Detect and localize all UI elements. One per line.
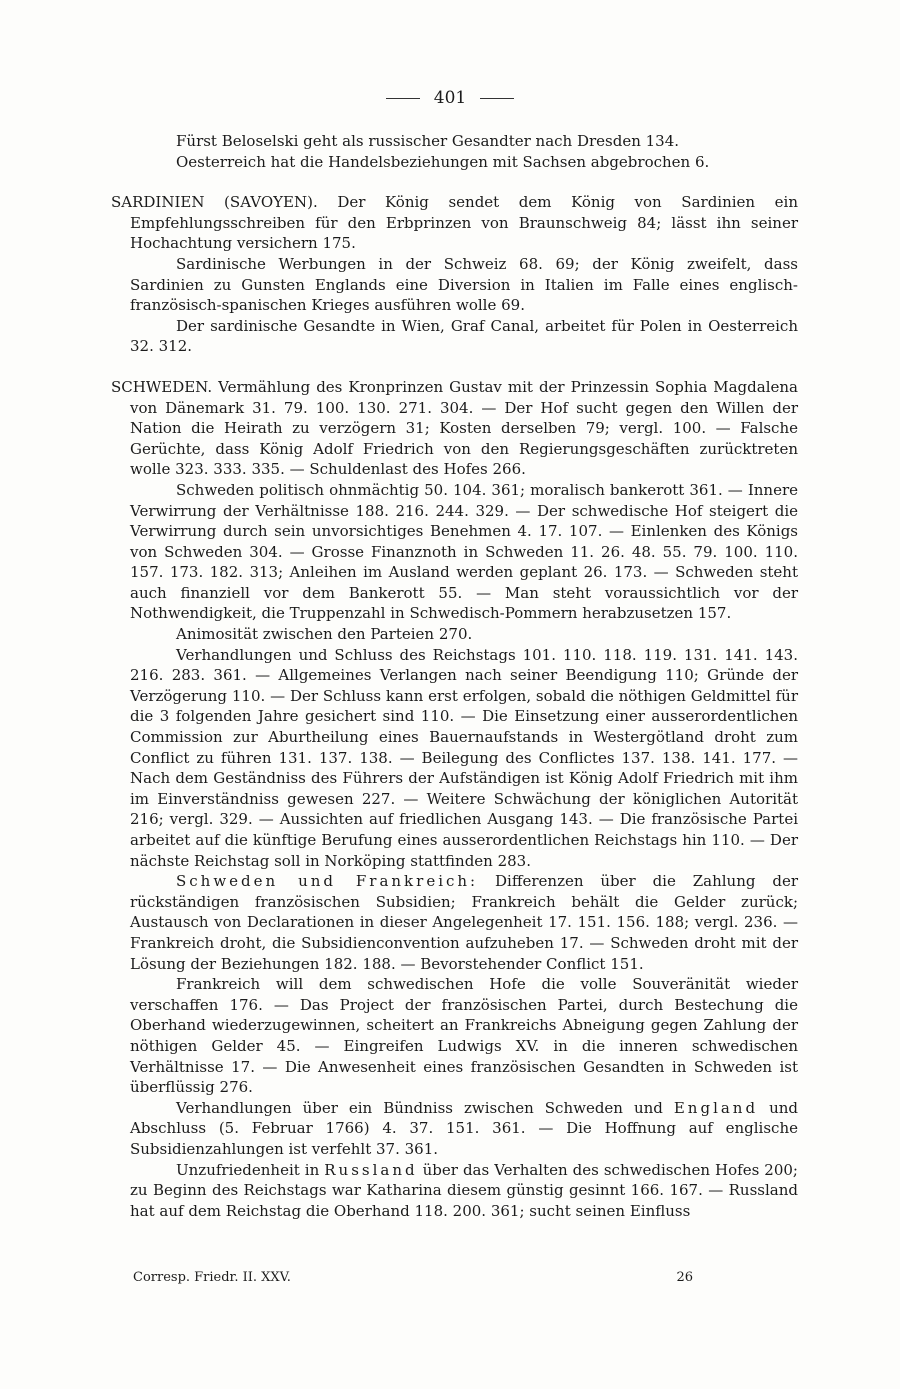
schweden-paragraph-8 [130, 1160, 798, 1222]
document-body [111, 131, 798, 1221]
page-number: 401 [433, 88, 467, 108]
schweden-paragraph-3: Animosität zwischen den Parteien 270. [176, 625, 473, 644]
sardinien-paragraph-2: Sardinische Werbungen in der Schweiz 68. 69; der König zweifelt, dass Sardinien zu Gunsten Englands eine Diversion in Italien im Falle eines englisch-französisch-spanischen Krieges ausführen wolle 69. [130, 254, 798, 315]
entry-schweden [111, 377, 798, 1221]
schweden-text-1: Vermählung des Kronprinzen Gustav mit der Prinzessin Sophia Magdalena von Dänemark 31. 79. 100. 130. 271. 304. — Der Hof sucht gegen den Willen der Nation die Heirath zu verzögern 31; Kosten derselben 79; vergl. 100. — Falsche Gerüchte, dass König Adolf Friedrich von den Regierungsgeschäften zurücktreten wolle 323. 333. 335. — Schuldenlast des Hofes 266. [130, 377, 798, 479]
schweden-text-7a: Verhandlungen über ein Bündniss zwischen Schweden und [176, 1098, 663, 1117]
page-footer [133, 1268, 693, 1289]
sardinien-text-1: Der König sendet dem König von Sardinien ein Empfehlungsschreiben für den Erbprinzen von Braunschweig 84; lässt ihn seiner Hochachtung versichern 175. [130, 193, 798, 253]
schweden-paragraph-7 [130, 1098, 798, 1160]
entry-sardinien [111, 192, 798, 357]
page-header [0, 88, 900, 109]
footer-signature: Corresp. Friedr. II. XXV. [133, 1270, 291, 1285]
schweden-paragraph-5 [130, 871, 798, 974]
footer-sheet-number: 26 [676, 1270, 693, 1285]
intro-line-2: Oesterreich hat die Handelsbeziehungen mit Sachsen abgebrochen 6. [176, 152, 710, 171]
entry-heading-schweden: SCHWEDEN. [111, 377, 213, 396]
spaced-heading-frankreich: Schweden und Frankreich: [176, 872, 479, 891]
sardinien-paragraph-3: Der sardinische Gesandte in Wien, Graf Canal, arbeitet für Polen in Oesterreich 32. 312. [130, 316, 798, 356]
schweden-paragraph-2: Schweden politisch ohnmächtig 50. 104. 361; moralisch bankerott 361. — Innere Verwirrung der Verhältnisse 188. 216. 244. 329. — Der schwedische Hof steigert die Verwirrung durch sein unvorsichtiges Benehmen 4. 17. 107. — Einlenken des Königs von Schweden 304. — Grosse Finanznoth in Schweden 11. 26. 48. 55. 79. 100. 110. 157. 173. 182. 313; Anleihen im Ausland werden geplant 26. 173. — Schweden steht auch finanziell vor dem Bankerott 55. — Man steht voraussichtlich vor der Nothwendigkeit, die Truppenzahl in Schwedisch-Pommern herabzusetzen 157. [130, 480, 798, 623]
entry-heading-sardinien: SARDINIEN (SAVOYEN). [111, 193, 318, 212]
intro-line-1: Fürst Beloselski geht als russischer Gesandter nach Dresden 134. [176, 132, 680, 150]
schweden-text-5: Differenzen über die Zahlung der rückständigen französischen Subsidien; Frankreich behält die Gelder zurück; Austausch von Declarationen in dieser Angelegenheit 17. 151. 156. 188; vergl. 236. — Frankreich droht, die Subsidienconvention aufzuheben 17. — Schweden droht mit der Lösung der Beziehungen 182. 188. — Bevorstehender Conflict 151. [130, 872, 798, 973]
schweden-text-7b: und Abschluss (5. Februar 1766) 4. 37. 151. 361. — Die Hoffnung auf englische Subsidienzahlungen ist verfehlt 37. 361. [130, 1098, 798, 1158]
sardinien-paragraph-1 [111, 192, 798, 254]
header-rule-left [386, 98, 420, 99]
spaced-word-russland: Russland [324, 1160, 418, 1179]
schweden-text-8b: über das Verhalten des schwedischen Hofes 200; zu Beginn des Reichstags war Katharina diesem günstig gesinnt 166. 167. — Russland hat auf dem Reichstag die Oberhand 118. 200. 361; sucht seinen Einfluss [130, 1160, 798, 1220]
spaced-word-england: England [673, 1098, 759, 1117]
schweden-paragraph-1 [111, 377, 798, 480]
schweden-paragraph-6: Frankreich will dem schwedischen Hofe die volle Souveränität wieder verschaffen 176. — Das Project der französischen Partei, durch Bestechung die Oberhand wiederzugewinnen, scheitert an Frankreichs Abneigung gegen Zahlung der nöthigen Gelder 45. — Eingreifen Ludwigs XV. in die inneren schwedischen Verhältnisse 17. — Die Anwesenheit eines französischen Gesandten in Schweden ist überflüssig 276. [130, 975, 798, 1097]
schweden-paragraph-4: Verhandlungen und Schluss des Reichstags 101. 110. 118. 119. 131. 141. 143. 216. 283. 361. — Allgemeines Verlangen nach seiner Beendigung 110; Gründe der Verzögerung 110. — Der Schluss kann erst erfolgen, sobald die nöthigen Geldmittel für die 3 folgenden Jahre gesichert sind 110. — Die Einsetzung einer ausserordentlichen Commission zur Aburtheilung eines Bauernaufstands in Westergötland droht zum Conflict zu führen 131. 137. 138. — Beilegung des Conflictes 137. 138. 141. 177. — Nach dem Geständniss des Führers der Aufständigen ist König Adolf Friedrich mit ihm im Einverständniss gewesen 227. — Weitere Schwächung der königlichen Autorität 216; vergl. 329. — Aussichten auf friedlichen Ausgang 143. — Die französische Partei arbeitet auf die künftige Berufung eines ausserordentlichen Reichstags hin 110. — Der nächste Reichstag soll in Norköping stattfinden 283. [130, 645, 798, 870]
header-rule-right [480, 98, 514, 99]
schweden-text-8a: Unzufriedenheit in [176, 1160, 320, 1179]
